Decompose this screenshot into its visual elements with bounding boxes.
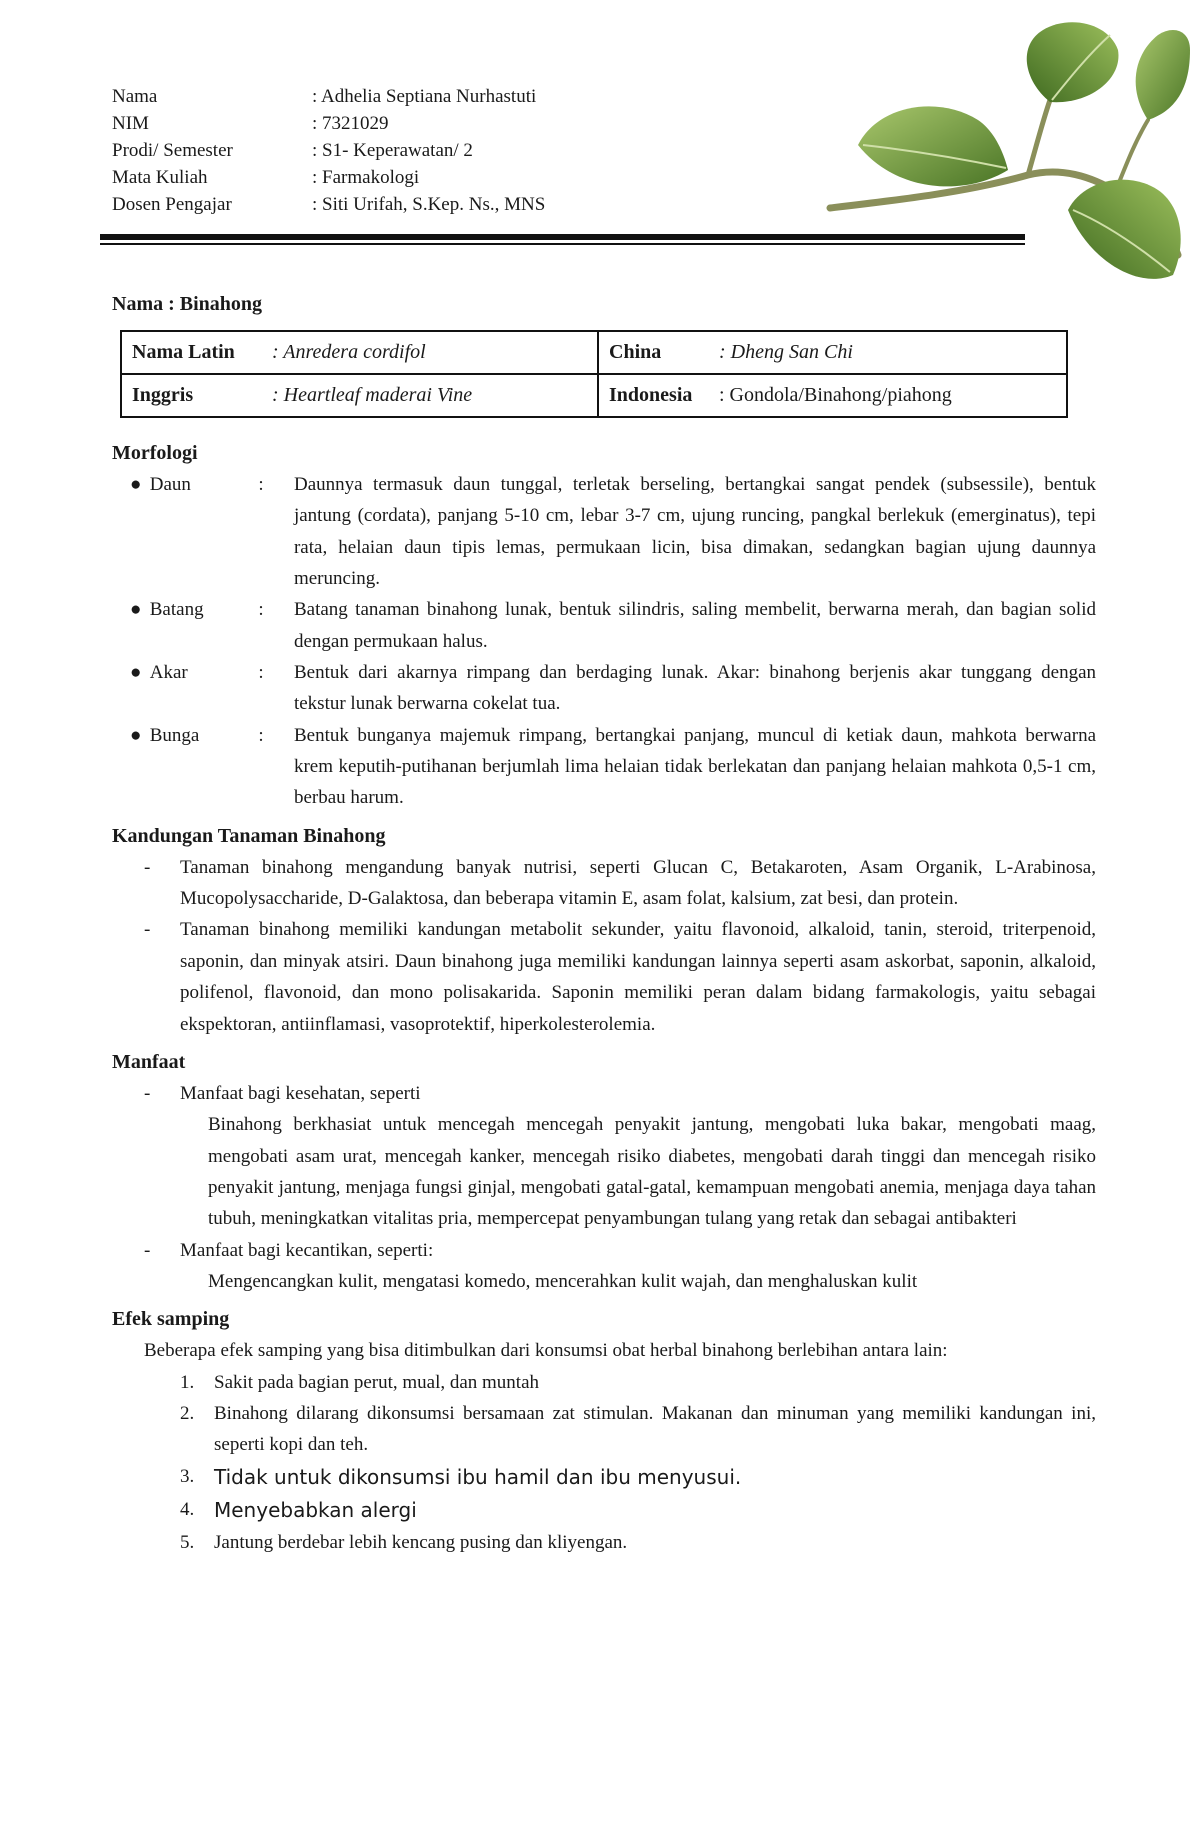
list-item [144, 1078, 1096, 1109]
info-value: : S1- Keperawatan/ 2 [312, 140, 473, 161]
efek-heading: Efek samping [112, 1308, 230, 1331]
item-number: 2. [180, 1402, 195, 1424]
table-row [121, 374, 1067, 417]
bullet-icon: ● [130, 724, 142, 746]
efek-text: Tidak untuk dikonsumsi ibu hamil dan ibu menyusui. [214, 1464, 742, 1489]
efek-text: Jantung berdebar lebih kencang pusing dan kliyengan. [214, 1531, 628, 1553]
info-value: : Siti Urifah, S.Kep. Ns., MNS [312, 194, 546, 215]
main-content [112, 437, 1096, 1558]
branch-shape [1028, 100, 1050, 175]
manfaat-health-text: Binahong berkhasiat untuk mencegah mencegah penyakit jantung, mengobati luka bakar, mengobati maag, mengobati asam urat, mencegah kanker, mencegah risiko diabetes, mengobati darah tinggi dan mencegah risiko penyakit jantung, menjaga fungsi ginjal, mengobati gatal-gatal, kemampuan mengobati anemia, menjaga daya tahan tubuh, meningkatkan vitalitas pria, mempercepat penyambungan tulang yang retak dan sebagai antibakteri [208, 1114, 1096, 1230]
list-item [130, 657, 1096, 720]
info-row-prodi [112, 137, 545, 164]
branch-shape [1118, 120, 1148, 185]
item-number: 3. [180, 1465, 195, 1487]
plant-names-table [120, 330, 1068, 418]
table-cell [598, 374, 1067, 417]
binahong-leaf-illustration [818, 10, 1190, 310]
info-label: NIM [112, 113, 149, 134]
table-cell [598, 331, 1067, 374]
latin-value: : Anredera cordifol [272, 341, 426, 363]
morf-term: Daun [149, 474, 191, 495]
list-item [144, 914, 1096, 1039]
bullet-icon: ● [130, 474, 142, 495]
english-value: : Heartleaf maderai Vine [272, 384, 473, 406]
student-info [112, 83, 545, 218]
leaf-shape [1136, 30, 1190, 120]
bullet-icon: ● [130, 599, 142, 621]
china-label: China [609, 341, 662, 363]
colon: : [258, 724, 264, 746]
english-label: Inggris [132, 384, 194, 406]
indonesia-label: Indonesia [609, 384, 693, 406]
table-cell [121, 374, 598, 417]
efek-text: Binahong dilarang dikonsumsi bersamaan zat stimulan. Makanan dan minuman yang memiliki kandungan ini, seperti kopi dan teh. [214, 1402, 1096, 1456]
efek-intro: Beberapa efek samping yang bisa ditimbulkan dari konsumsi obat herbal binahong berlebihan antara lain: [144, 1340, 948, 1362]
manfaat-beauty-label: Manfaat bagi kecantikan, seperti: [180, 1239, 434, 1261]
leaf-shape [1068, 180, 1181, 279]
manfaat-beauty-text: Mengencangkan kulit, mengatasi komedo, mencerahkan kulit wajah, dan menghaluskan kulit [208, 1270, 918, 1292]
colon: : [258, 599, 264, 621]
list-item [130, 720, 1096, 814]
leaf-shape [1027, 22, 1119, 102]
info-label: Prodi/ Semester [112, 140, 233, 161]
dash-marker: - [144, 1239, 151, 1261]
list-item [144, 852, 1096, 915]
table-row [121, 331, 1067, 374]
info-value: : 7321029 [312, 113, 389, 134]
morf-term: Akar [149, 662, 188, 684]
indonesia-value: : Gondola/Binahong/piahong [719, 384, 952, 406]
efek-text: Menyebabkan alergi [214, 1497, 417, 1522]
colon: : [258, 474, 264, 495]
manfaat-heading: Manfaat [112, 1050, 186, 1073]
info-row-nim [112, 110, 545, 137]
latin-label: Nama Latin [132, 341, 235, 363]
dash-marker: - [144, 919, 151, 941]
morf-term: Bunga [149, 724, 200, 746]
morf-desc: Daunnya termasuk daun tunggal, terletak berseling, bertangkai sangat pendek (subsessile), bentuk jantung (cordata), panjang 5-10 cm, lebar 3-7 cm, ujung runcing, pangkal berlekuk (emerginatus), tepi rata, helaian daun tipis lemas, permukaan licin, bisa dimakan, sedangkan bagian ujung daunnya meruncing. [293, 474, 1096, 590]
list-item [180, 1527, 1096, 1558]
morf-desc: Bentuk dari akarnya rimpang dan berdaging lunak. Akar: binahong berjenis akar tunggang dengan tekstur lunak berwarna cokelat tua. [293, 662, 1096, 715]
dash-marker: - [144, 856, 151, 878]
info-row-dosen [112, 191, 545, 218]
kandungan-text: Tanaman binahong mengandung banyak nutrisi, seperti Glucan C, Betakaroten, Asam Organik, L-Arabinosa, Mucopolysaccharide, D-Galaktosa, dan beberapa vitamin E, asam folat, kalsium, zat besi, dan protein. [180, 856, 1096, 910]
plant-title: Nama : Binahong [112, 293, 263, 315]
list-item [180, 1367, 1096, 1398]
dash-marker: - [144, 1082, 151, 1104]
list-item [144, 1235, 1096, 1266]
morf-term: Batang [149, 599, 204, 621]
efek-text: Sakit pada bagian perut, mual, dan muntah [214, 1371, 540, 1393]
list-item [180, 1398, 1096, 1461]
colon: : [258, 662, 264, 684]
table-cell [121, 331, 598, 374]
item-number: 4. [180, 1498, 195, 1520]
manfaat-health-label: Manfaat bagi kesehatan, seperti [180, 1082, 421, 1104]
info-label: Nama [112, 86, 158, 107]
info-label: Dosen Pengajar [112, 194, 232, 215]
morfologi-heading: Morfologi [112, 442, 198, 464]
item-number: 5. [180, 1531, 195, 1553]
item-number: 1. [180, 1371, 195, 1393]
info-label: Mata Kuliah [112, 167, 208, 188]
kandungan-heading: Kandungan Tanaman Binahong [112, 824, 386, 847]
bullet-icon: ● [130, 662, 142, 684]
list-item [130, 594, 1096, 657]
morf-desc: Batang tanaman binahong lunak, bentuk silindris, saling membelit, berwarna merah, dan bagian solid dengan permukaan halus. [293, 599, 1096, 652]
list-item [130, 469, 1096, 594]
info-row-mata-kuliah [112, 164, 545, 191]
list-item [180, 1461, 1096, 1494]
china-value: : Dheng San Chi [719, 341, 853, 363]
list-item [180, 1494, 1096, 1527]
kandungan-text: Tanaman binahong memiliki kandungan metabolit sekunder, yaitu flavonoid, alkaloid, tanin, steroid, triterpenoid, saponin, dan minyak atsiri. Daun binahong juga memiliki kandungan lainnya seperti asam askorbat, saponin, alkaloid, polifenol, flavonoid, dan mono polisakarida. Saponin memiliki peran dalam bidang farmakologis, yaitu sebagai ekspektoran, antiinflamasi, vasoprotektif, hiperkolesterolemia. [180, 919, 1096, 1035]
info-row-nama [112, 83, 545, 110]
info-value: : Farmakologi [312, 167, 420, 188]
info-value: : Adhelia Septiana Nurhastuti [312, 86, 537, 107]
morf-desc: Bentuk bunganya majemuk rimpang, bertangkai panjang, muncul di ketiak daun, mahkota berwarna krem keputih-putihanan berjumlah lima helaian tidak berlekatan dan panjang helaian mahkota 0,5-1 cm, berbau harum. [293, 724, 1096, 809]
